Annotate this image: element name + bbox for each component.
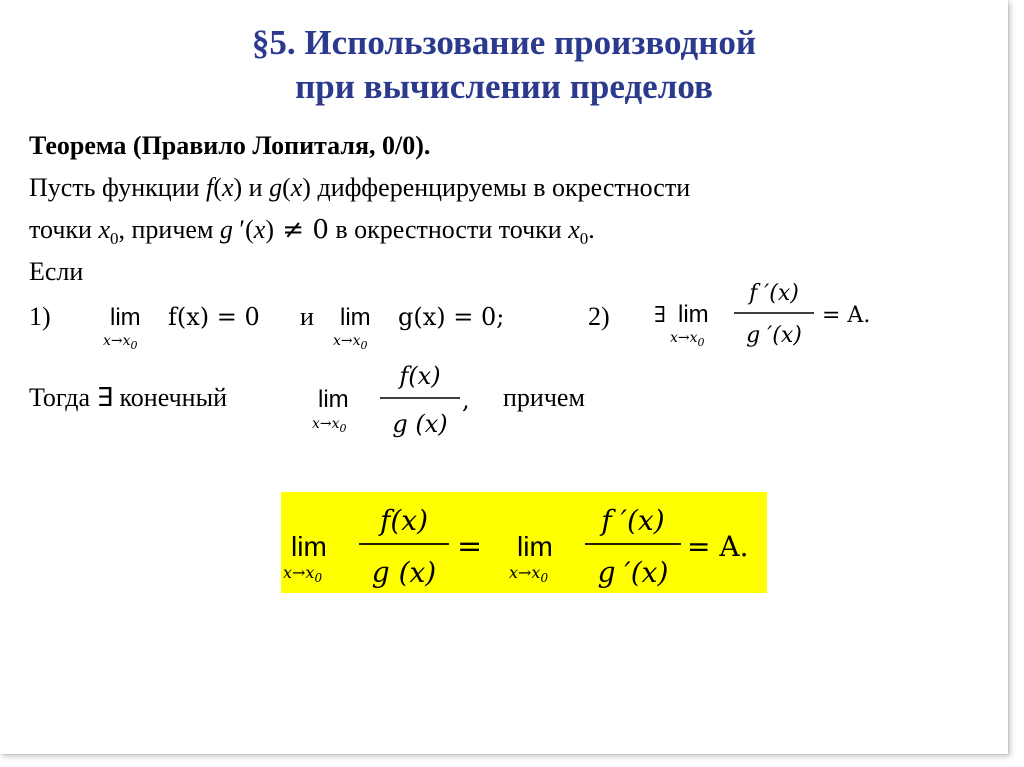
lim-label: lim bbox=[678, 301, 709, 328]
lim-subscript: $x\to x_0$ bbox=[670, 330, 705, 349]
condition-1-number: 1) bbox=[29, 302, 51, 331]
fraction-numerator: f ′(x) bbox=[749, 281, 799, 306]
lim-subscript: $x\to x_0$ bbox=[283, 563, 323, 585]
lim-subscript: $x\to x_0$ bbox=[103, 333, 138, 352]
if-label: Если bbox=[29, 257, 84, 286]
condition-2-formula bbox=[650, 270, 900, 360]
slide-title-line-1: §5. Использование производной bbox=[251, 23, 757, 62]
lim-label: lim bbox=[110, 304, 141, 331]
limit-value: = A. bbox=[822, 303, 871, 328]
g-limit-expression: g(x) = 0; bbox=[398, 303, 505, 331]
lim-subscript: $x\to x_0$ bbox=[509, 563, 549, 585]
function-g: g bbox=[269, 173, 283, 202]
fraction-denominator: g ′(x) bbox=[746, 323, 802, 348]
conclusion-formula bbox=[310, 352, 490, 447]
lim-subscript: $x\to x_0$ bbox=[312, 416, 347, 435]
equals-sign: = bbox=[457, 529, 483, 564]
fraction-numerator: f(x) bbox=[399, 362, 441, 390]
fraction-numerator: f ′(x) bbox=[601, 504, 665, 537]
conclusion-label: Тогда ∃ конечный bbox=[29, 383, 227, 412]
lim-label: lim bbox=[517, 531, 553, 562]
condition-2-number: 2) bbox=[588, 302, 610, 331]
fraction-denominator: g (x) bbox=[392, 410, 448, 438]
fraction-denominator: g (x) bbox=[371, 556, 437, 589]
lim-subscript: $x\to x_0$ bbox=[333, 333, 368, 352]
conjunction: и bbox=[300, 302, 314, 331]
theorem-line-1: Пусть функции f(x) и g(x) дифференцируемы в окрестности bbox=[29, 173, 691, 202]
comma: , bbox=[462, 386, 470, 414]
fraction-numerator: f(x) bbox=[379, 504, 429, 537]
condition-1-formula bbox=[100, 290, 545, 360]
conclusion-suffix: причем bbox=[503, 383, 585, 412]
theorem-heading: Теорема (Правило Лопиталя, 0/0). bbox=[29, 131, 431, 160]
fraction-denominator: g ′(x) bbox=[597, 556, 669, 589]
slide-title-line-2: при вычислении пределов bbox=[295, 67, 713, 106]
lhopital-result-formula bbox=[281, 492, 767, 593]
lim-label: lim bbox=[291, 531, 327, 562]
exists-symbol: ∃ bbox=[654, 303, 666, 328]
limit-value: = A. bbox=[687, 530, 749, 563]
f-limit-expression: f(x) = 0 bbox=[168, 303, 260, 331]
lim-label: lim bbox=[340, 304, 371, 331]
theorem-line-2: точки $x_0$, причем g ′(x) ≠ 0 в окрестности точки $x_0$. bbox=[29, 215, 595, 248]
function-f: f bbox=[206, 173, 214, 202]
lim-label: lim bbox=[318, 386, 349, 413]
